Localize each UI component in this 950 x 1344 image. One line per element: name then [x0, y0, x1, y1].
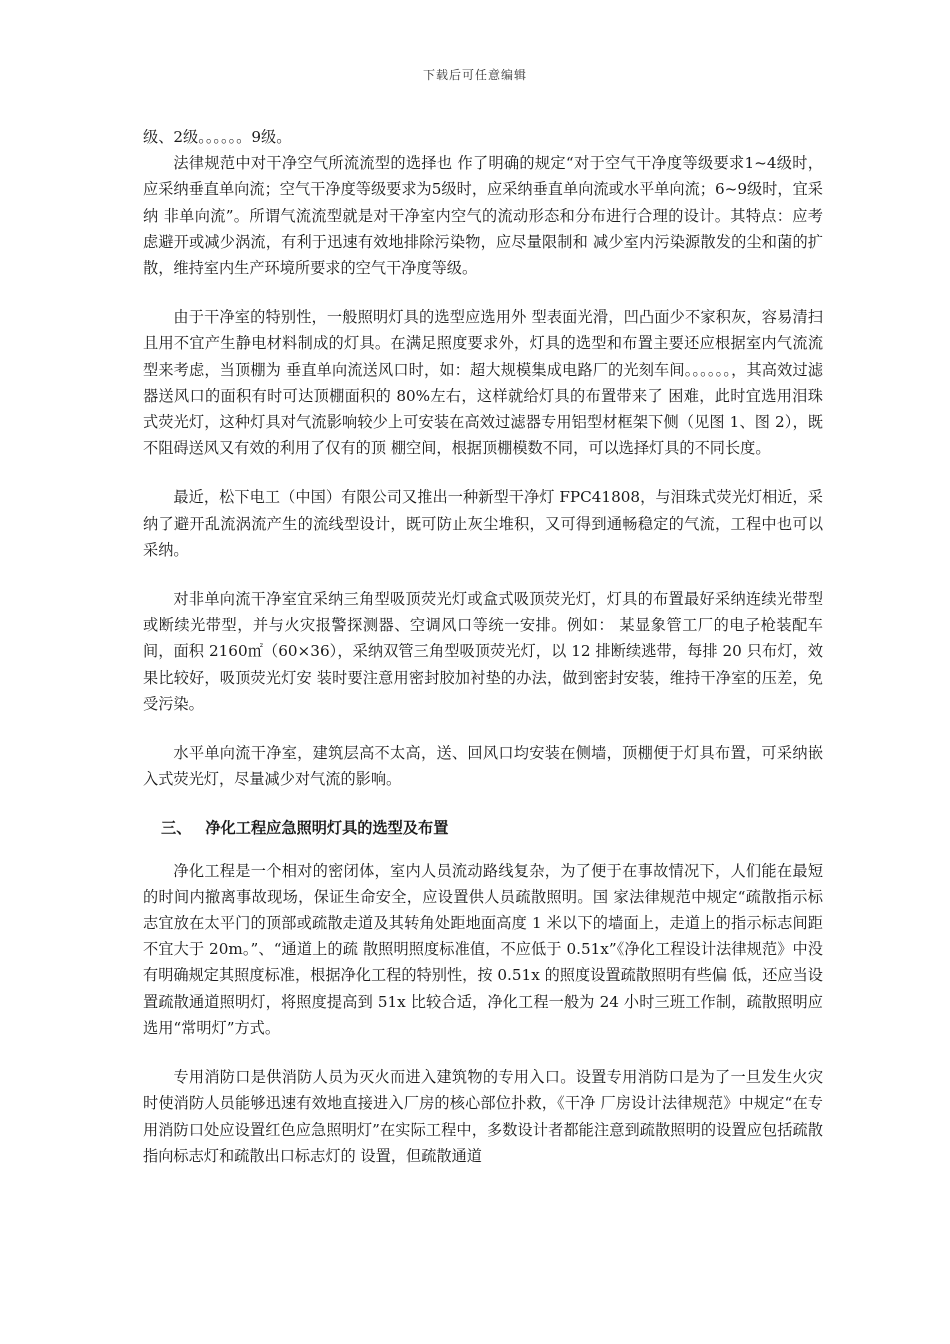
- paragraph: 法律规范中对干净空气所流流型的选择也 作了明确的规定“对于空气干净度等级要求1~4级时，应采纳垂直单向流；空气干净度等级要求为5级时，应采纳垂直单向流或水平单向流；6~9级时，宜采纳 非单向流”。所谓气流流型就是对干净室内空气的流动形态和分布进行合理的设计。其特点：应考虑避开或减少涡流，有利于迅速有效地排除污染物，应尽量限制和 减少室内污染源散发的尘和菌的扩散，维持室内生产环境所要求的空气干净度等级。: [143, 154, 823, 278]
- paragraph-spacer: [143, 842, 823, 858]
- paragraph-spacer: [143, 792, 823, 815]
- paragraph: 由于干净室的特别性，一般照明灯具的选型应选用外 型表面光滑，凹凸面少不家积灰，容易清扫且用不宜产生静电材料制成的灯具。在满足照度要求外，灯具的选型和布置主要还应根据室内气流流型来考虑，当顶棚为 垂直单向流送风口时，如：超大规模集成电路厂的光刻车间。。。。。。，其高效过滤器送风口的面积有时可达顶棚面积的 80%左右，这样就给灯具的布置带来了 困难，此时宜选用泪珠式荧光灯，这种灯具对气流影响较少上可安装在高效过滤器专用铝型材框架下侧（见图 1、图 2），既不阻碍送风又有效的利用了仅有的顶 棚空间，根据顶棚模数不同，可以选择灯具的不同长度。: [143, 308, 823, 458]
- section-number: 三、: [161, 819, 192, 838]
- paragraph: 水平单向流干净室，建筑层高不太高，送、回风口均安装在侧墙，顶棚便于灯具布置，可采纳嵌入式荧光灯，尽量减少对气流的影响。: [143, 744, 823, 789]
- paragraph-spacer: [143, 1041, 823, 1064]
- paragraph-spacer: [143, 281, 823, 304]
- paragraph: 对非单向流干净室宜采纳三角型吸顶荧光灯或盒式吸顶荧光灯，灯具的布置最好采纳连续光带型或断续光带型，并与火灾报警探测器、空调风口等统一安排。例如： 某显象管工厂的电子枪装配车间，面积 2160㎡（60×36），采纳双管三角型吸顶荧光灯，以 12 排断续逃带，每排 20 只布灯，效果比较好，吸顶荧光灯安 装时要注意用密封胶加衬垫的办法，做到密封安装，维持干净室的压差，免受污染。: [143, 590, 823, 713]
- section-title: 净化工程应急照明灯具的选型及布置: [205, 819, 449, 838]
- document-body: [143, 124, 823, 1169]
- page-header: 下载后可任意编辑: [422, 68, 527, 82]
- paragraph-spacer: [143, 563, 823, 586]
- paragraph: 最近，松下电工（中国）有限公司又推出一种新型干净灯 FPC41808，与泪珠式荧光灯相近，采纳了避开乱流涡流产生的流线型设计，既可防止灰尘堆积，又可得到通畅稳定的气流，工程中也可以采纳。: [143, 488, 823, 559]
- paragraph-spacer: [143, 461, 823, 484]
- paragraph-spacer: [143, 717, 823, 740]
- paragraph: 级、2级。。。。。。9级。: [143, 128, 292, 146]
- paragraph: 专用消防口是供消防人员为灭火而进入建筑物的专用入口。设置专用消防口是为了一旦发生火灾时使消防人员能够迅速有效地直接进入厂房的核心部位扑救，《干净 厂房设计法律规范》中规定“在专用消防口处应设置红色应急照明灯”在实际工程中，多数设计者都能注意到疏散照明的设置应包括疏散指向标志灯和疏散出口标志灯的 设置，但疏散通道: [143, 1068, 823, 1165]
- paragraph: 净化工程是一个相对的密闭体，室内人员流动路线复杂，为了便于在事故情况下，人们能在最短的时间内撤离事故现场，保证生命安全，应设置供人员疏散照明。国 家法律规范中规定“疏散指示标志宜放在太平门的顶部或疏散走道及其转角处距地面高度 1 米以下的墙面上，走道上的指示标志间距不宜大于 20m。”、“通道上的疏 散照明照度标准值，不应低于 0.51x”《净化工程设计法律规范》中没有明确规定其照度标准，根据净化工程的特别性，按 0.51x 的照度设置疏散照明有些偏 低，还应当设置疏散通道照明灯，将照度提高到 51x 比较合适，净化工程一般为 24 小时三班工作制，疏散照明应选用“常明灯”方式。: [143, 861, 823, 1037]
- section-heading: [143, 815, 823, 841]
